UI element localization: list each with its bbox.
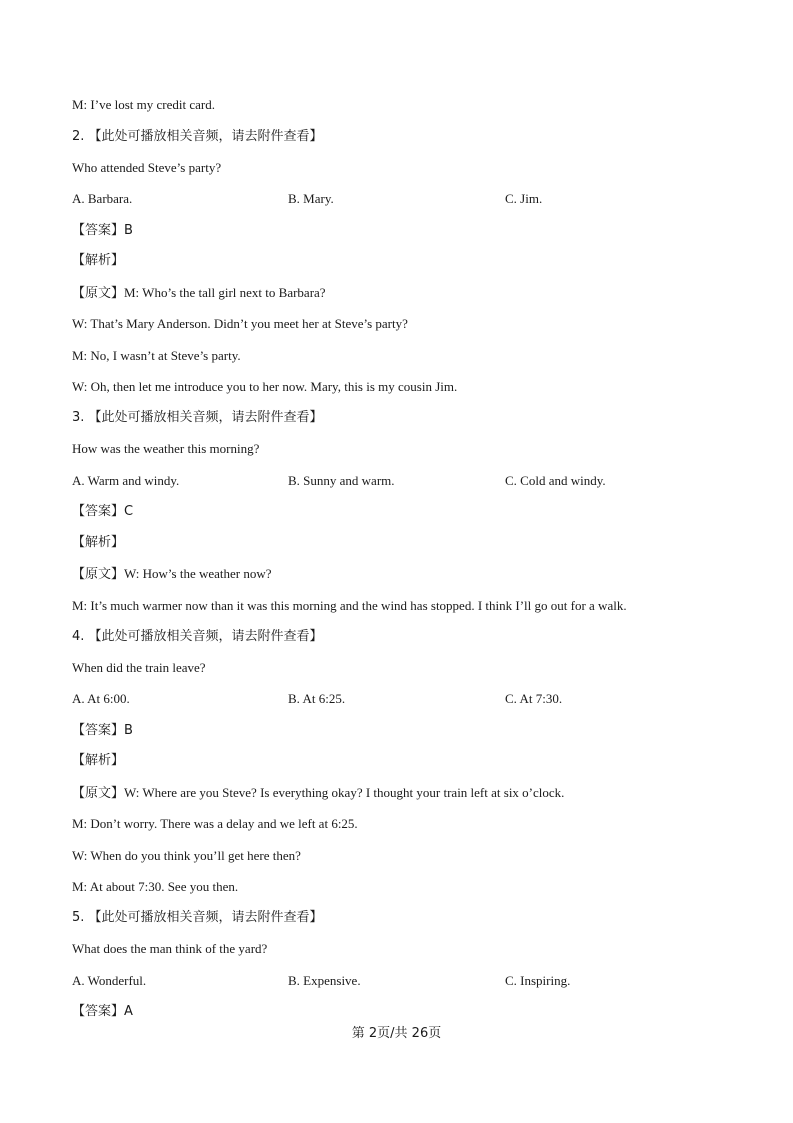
transcript-line: W: When do you think you’ll get here then? xyxy=(72,848,301,863)
question-text-4: When did the train leave? xyxy=(72,660,206,675)
answer-q2: 【答案】B xyxy=(72,223,133,238)
transcript-line: W: Oh, then let me introduce you to her now. Mary, this is my cousin Jim. xyxy=(72,379,458,394)
page-footer: 第 2页/共 26页 xyxy=(351,1026,442,1041)
option-b-q4: B. At 6:25. xyxy=(288,691,346,706)
dialogue-line: M: I’ve lost my credit card. xyxy=(72,97,215,112)
answer-q4: 【答案】B xyxy=(72,723,133,738)
analysis-label-q4: 【解析】 xyxy=(72,753,125,768)
transcript-line: 【原文】M: Who’s the tall girl next to Barbara? xyxy=(72,285,326,300)
question-number-3: 3. 【此处可播放相关音频，请去附件查看】 xyxy=(72,410,323,425)
option-c-q5: C. Inspiring. xyxy=(505,973,571,988)
transcript-line: M: Don’t worry. There was a delay and we left at 6:25. xyxy=(72,816,358,831)
transcript-line: 【原文】W: Where are you Steve? Is everything okay? I thought your train left at six o’clock. xyxy=(72,785,565,800)
option-a-q2: A. Barbara. xyxy=(72,191,133,206)
option-c-q3: C. Cold and windy. xyxy=(505,473,606,488)
analysis-label-q3: 【解析】 xyxy=(72,535,125,550)
option-b-q3: B. Sunny and warm. xyxy=(288,473,395,488)
option-a-q5: A. Wonderful. xyxy=(72,973,147,988)
question-text-2: Who attended Steve’s party? xyxy=(72,160,222,175)
transcript-line: 【原文】W: How’s the weather now? xyxy=(72,566,272,581)
option-a-q4: A. At 6:00. xyxy=(72,691,130,706)
option-c-q4: C. At 7:30. xyxy=(505,691,563,706)
transcript-line: M: No, I wasn’t at Steve’s party. xyxy=(72,348,241,363)
question-number-5: 5. 【此处可播放相关音频，请去附件查看】 xyxy=(72,910,323,925)
analysis-label-q2: 【解析】 xyxy=(72,253,125,268)
transcript-line: M: At about 7:30. See you then. xyxy=(72,879,239,894)
question-number-4: 4. 【此处可播放相关音频，请去附件查看】 xyxy=(72,629,323,644)
question-number-2: 2. 【此处可播放相关音频，请去附件查看】 xyxy=(72,129,323,144)
option-b-q2: B. Mary. xyxy=(288,191,334,206)
question-text-5: What does the man think of the yard? xyxy=(72,941,268,956)
answer-q5: 【答案】A xyxy=(72,1004,133,1019)
answer-q3: 【答案】C xyxy=(72,504,134,519)
option-c-q2: C. Jim. xyxy=(505,191,543,206)
transcript-line: M: It’s much warmer now than it was this morning and the wind has stopped. I think I’ll go out for a walk. xyxy=(72,598,627,613)
question-text-3: How was the weather this morning? xyxy=(72,441,260,456)
option-b-q5: B. Expensive. xyxy=(288,973,361,988)
transcript-line: W: That’s Mary Anderson. Didn’t you meet her at Steve’s party? xyxy=(72,316,408,331)
option-a-q3: A. Warm and windy. xyxy=(72,473,180,488)
